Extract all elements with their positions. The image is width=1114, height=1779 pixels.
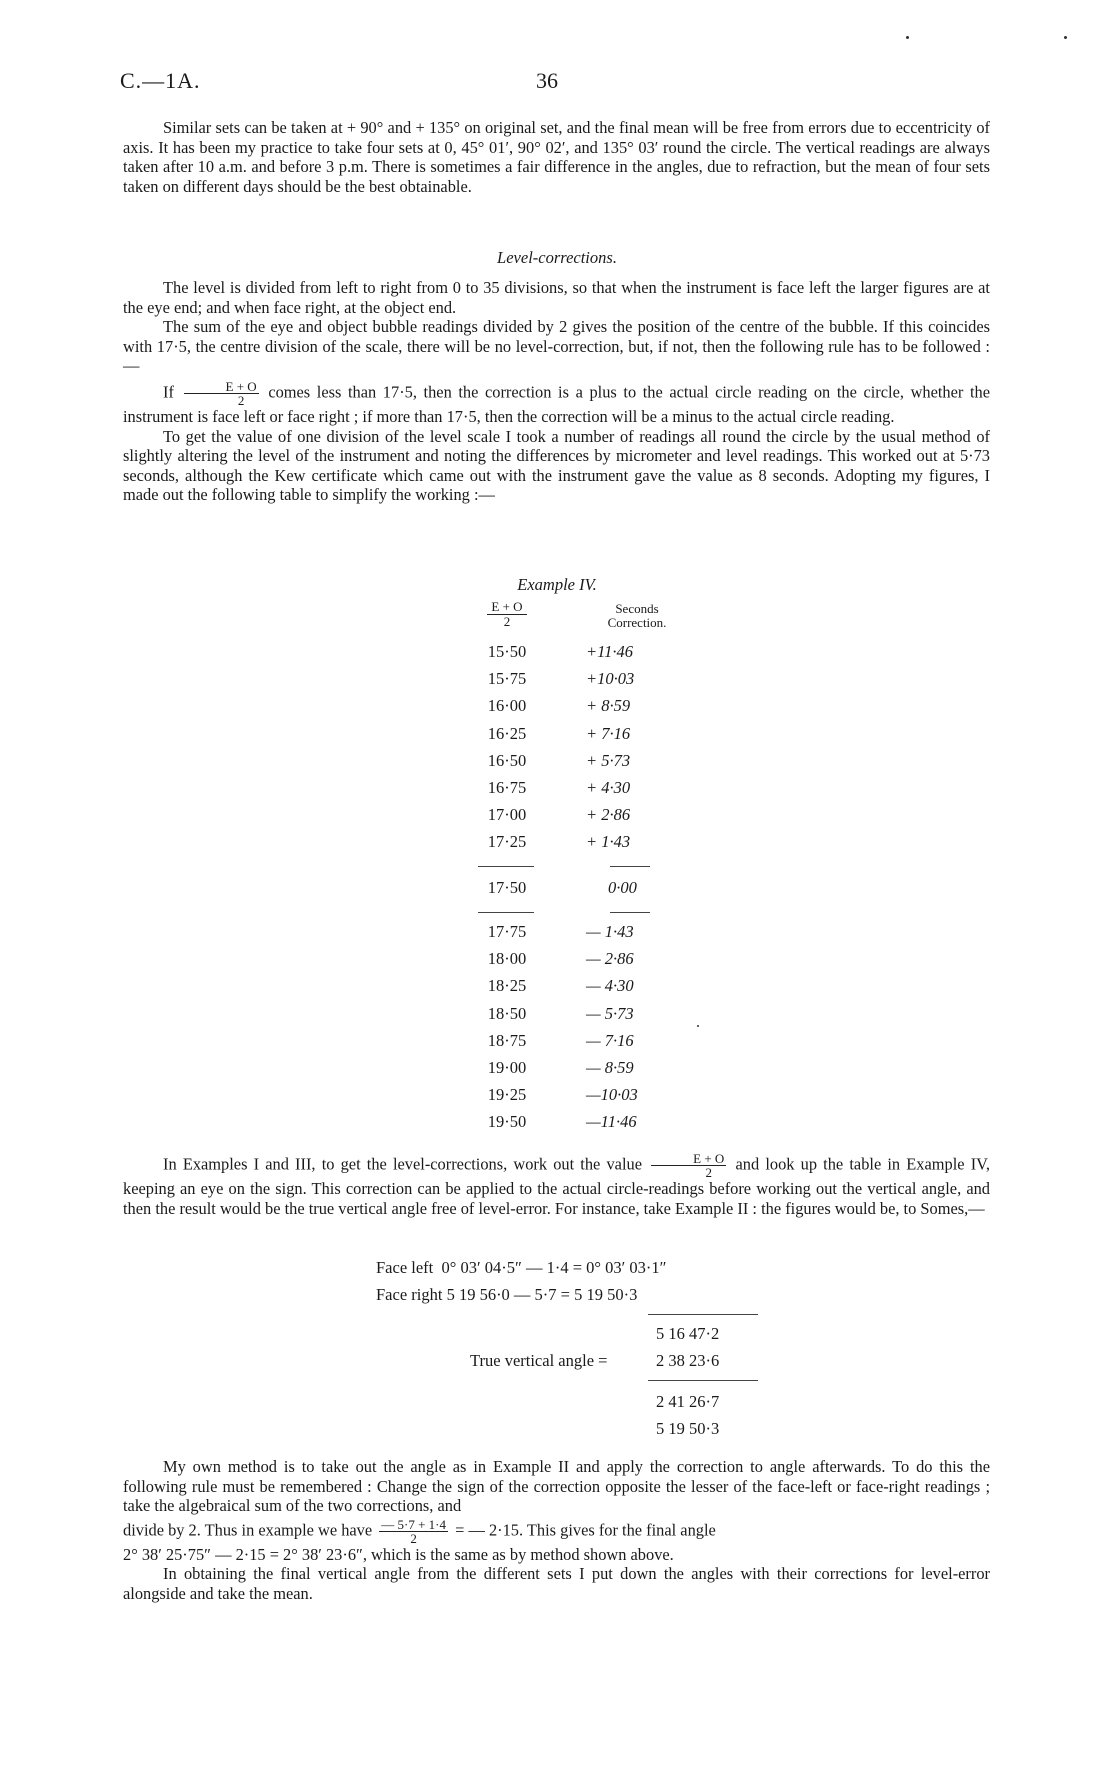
paragraph-scale-value: To get the value of one division of the level scale I took a number of readings all round the circle by the usual method of slightly altering the level of the instrument and noting the differences by micrometer and level readings. This worked out at 5·73 seconds, although the Kew certificate which came out with the instrument gave the value as 8 seconds. Adopting my figures, I made out the following table to simplify the working :— <box>123 426 990 505</box>
example-heading: Example IV. <box>517 575 597 594</box>
scan-speck <box>1064 36 1067 39</box>
table-row: 15·75 +10·03 <box>487 669 635 689</box>
table-rule <box>610 912 650 913</box>
paragraph-rule: If $\frac{E + O}{2}$ comes less than 17·5, then the correction is a plus to the actual circle reading on the circle, whether the instrument is face left or face right ; if more than 17·5, then the correction will be a minus to the actual circle reading. <box>123 378 990 426</box>
table-middle-row <box>470 878 690 905</box>
table-row: 18·00 — 2·86 <box>487 949 634 969</box>
column-header-value: E + O 2 <box>475 600 539 628</box>
table-row: 16·00 + 8·59 <box>487 696 631 716</box>
table-row: 15·50 +11·46 <box>487 642 634 661</box>
sum-rule <box>648 1314 758 1315</box>
table-row: 17·75 — 1·43 <box>487 922 634 941</box>
table-row: 17·00 + 2·86 <box>487 805 631 825</box>
table-row: 18·75 — 7·16 <box>487 1030 634 1050</box>
paragraph-examples: In Examples I and III, to get the level-corrections, work out the value $\frac{E + O}{2}$ and look up the table in Example IV, keeping an eye on the sign. This correction can be applied to the actual circle-readings before working out the vertical angle, and then the result would be the true vertical angle free of level-error. For instance, take Example II : the figures would be, to Somes,— <box>123 1151 990 1218</box>
column-header-correction: Seconds Correction. <box>607 601 667 630</box>
table-row: 16·50 + 5·73 <box>487 750 631 770</box>
table-row: 16·75 + 4·30 <box>487 777 631 797</box>
paragraph-own-method: My own method is to take out the angle as in Example II and apply the correction to angle afterwards. To do this the following rule must be remembered : Change the sign of the correction opposite the lesser of the face-left or face-right readings ; take the algebraical sum of the two corrections, and divide by 2. Thus in example we have $\frac{— 5\cdot 7 + 1\cdot 4}{2}$ = — 2·15. This gives for the final angle 2° 38′ 25·75″ — 2·15 = 2° 38′ 23·6″, which is the same as by method shown above. In obtaining the final vertical angle from the different sets I put down the angles with their corrections for level-error alongside and take the mean. <box>123 1457 990 1603</box>
fraction-correction-sum: $\frac{— 5\cdot 7 + 1\cdot 4}{2}$ <box>381 1516 447 1546</box>
fraction-e-plus-o-inline: $\frac{E + O}{2}$ <box>651 1152 726 1179</box>
paragraph-final-angle: In obtaining the final vertical angle from the different sets I put down the angles with their corrections for level-error alongside and take the mean. <box>123 1564 990 1603</box>
table-row: 19·50 —11·46 <box>487 1112 637 1132</box>
paragraph-sets: Similar sets can be taken at + 90° and + 135° on original set, and the final mean will be free from errors due to eccentricity of axis. It has been my practice to take four sets at 0, 45° 01′, 90° 02′, and 135° 03′ round the circle. The vertical readings are always taken after 10 a.m. and before 3 p.m. There is sometimes a fair difference in the angles, due to refraction, but the mean of four sets taken on different days should be the best obtainable. <box>123 118 990 196</box>
section-heading: Level-corrections. <box>497 248 617 267</box>
table-row: 17·25 + 1·43 <box>487 832 631 852</box>
table-row: 19·25 —10·03 <box>487 1085 638 1105</box>
table-row: 18·25 — 4·30 <box>487 976 634 996</box>
scan-speck <box>906 36 909 39</box>
table-row: 18·50 — 5·73 <box>487 1003 634 1023</box>
scan-speck <box>697 1025 699 1027</box>
page-number: 36 <box>536 68 558 93</box>
table-rule <box>610 866 650 867</box>
sum-rule <box>648 1380 758 1381</box>
paragraphs-level <box>123 278 990 505</box>
paragraph-level-divisions: The level is divided from left to right from 0 to 35 divisions, so that when the instrument is face left the larger figures are at the eye end; and when face right, at the object end. <box>123 278 990 317</box>
fraction-e-plus-o: $\frac{E + O}{2}$ <box>184 380 259 407</box>
table-row: 19·00 — 8·59 <box>487 1057 634 1077</box>
table-lower-rows <box>470 922 690 1140</box>
table-rule <box>478 866 534 867</box>
paragraph-bubble-centre: The sum of the eye and object bubble readings divided by 2 gives the position of the centre of the bubble. If this coincides with 17·5, the centre division of the scale, there will be no level-correction, but, if not, then the following rule has to be followed :— <box>123 317 990 376</box>
table-upper-rows <box>470 642 690 860</box>
face-calculation: Face left 0° 03′ 04·5″ — 1·4 = 0° 03′ 03·1″ Face right 5 19 56·0 — 5·7 = 5 19 50·3 5 16 47·2 True vertical angle = 2 38 23·6 2 41 26·7 5 19 50·3 <box>376 1258 776 1458</box>
table-row: 17·50 0·00 <box>487 878 637 897</box>
table-rule <box>478 912 534 913</box>
table-row: 16·25 + 7·16 <box>487 723 631 743</box>
document-reference: C.—1A. <box>120 68 201 93</box>
